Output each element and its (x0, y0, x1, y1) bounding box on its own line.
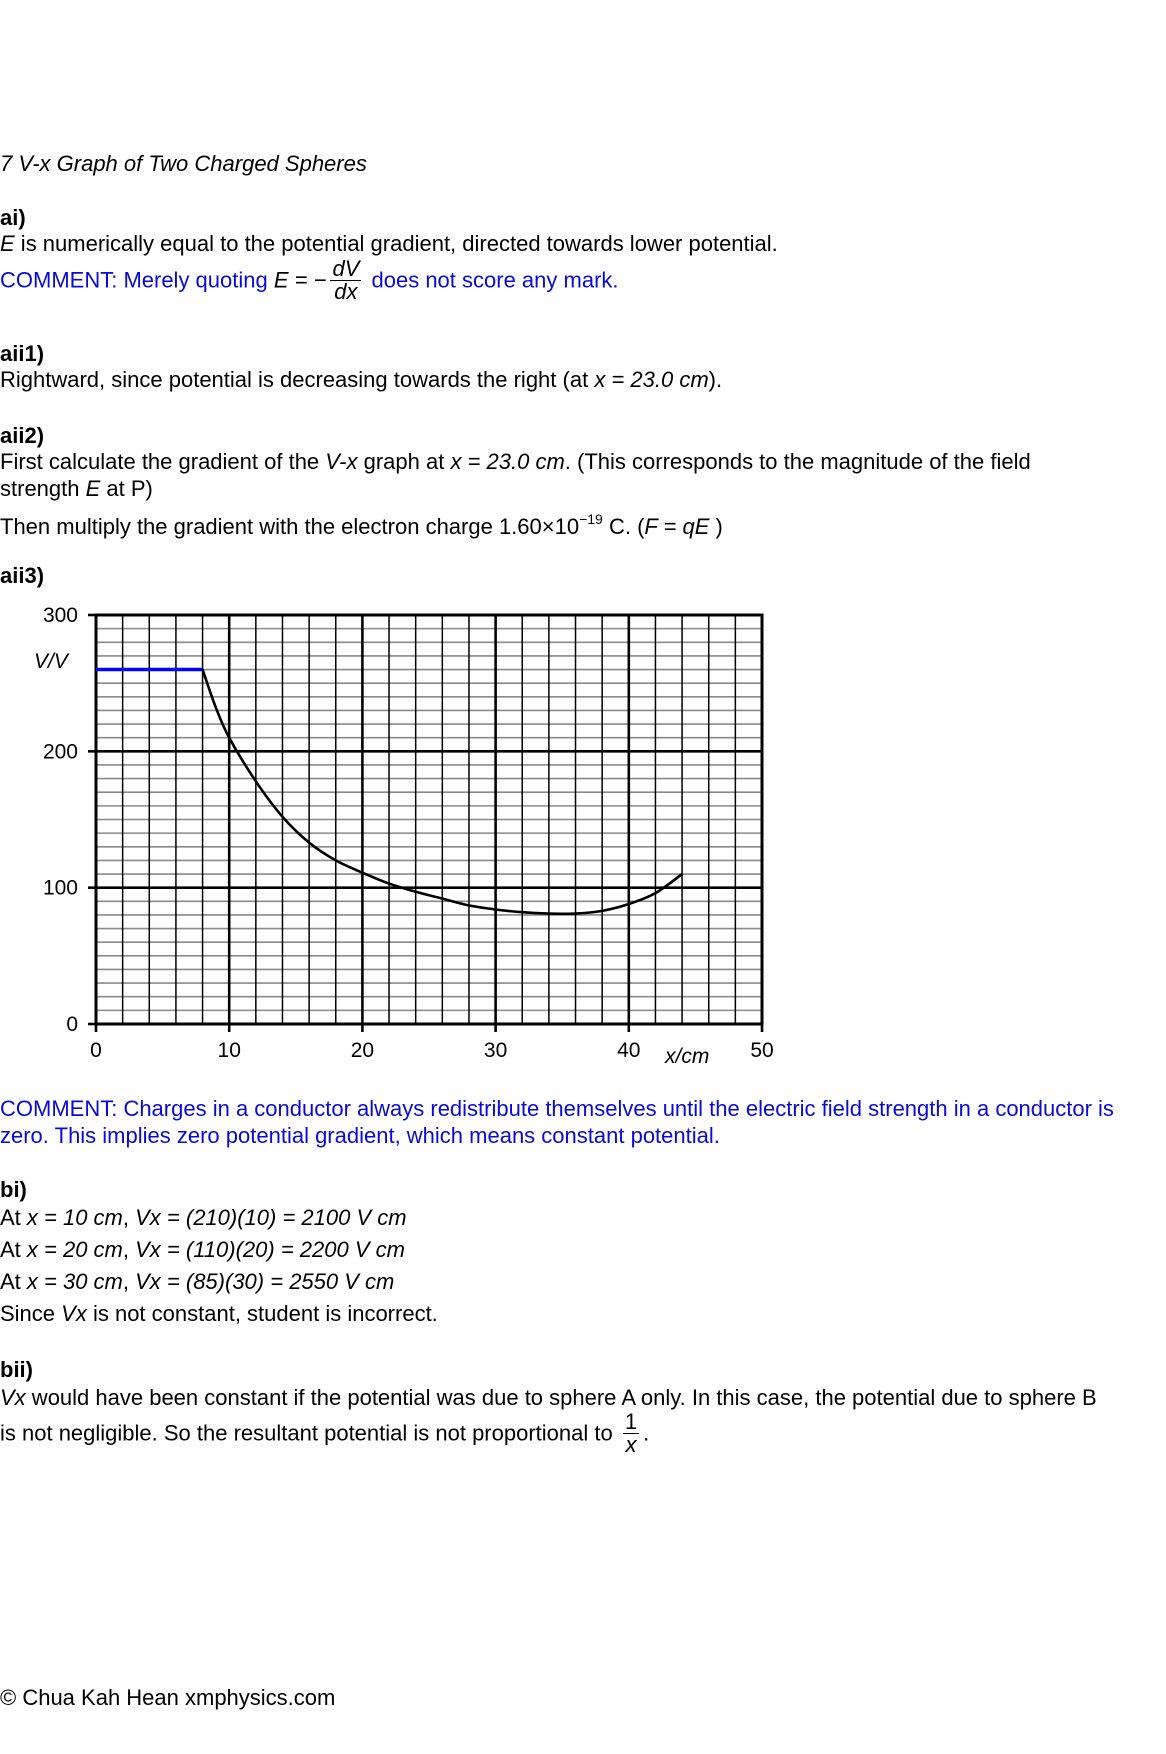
section-heading-ai: ai) (0, 205, 26, 230)
aii2-l3-c: ) (709, 514, 723, 539)
x-tick-label: 0 (90, 1039, 102, 1062)
vertical-gridlines (96, 615, 762, 1024)
plot-border (96, 615, 762, 1024)
y-tick-label: 300 (42, 604, 78, 627)
bi-row-part: At (0, 1237, 27, 1262)
formula-denominator: dx (334, 279, 358, 304)
bi-conclusion-b: is not constant, student is incorrect. (86, 1301, 438, 1326)
y-axis-label: V/V (34, 650, 68, 673)
formula-fraction (330, 258, 361, 303)
bi-row-part: x = 30 cm (26, 1269, 123, 1294)
bi-row-part: , (122, 1205, 136, 1230)
bii-l2-text: is not negligible. So the resultant potential is not proportional to (0, 1420, 619, 1446)
aii2-formula: F = qE (644, 514, 710, 539)
bi-row-part: Vx = (210)(10) = 2100 V cm (135, 1205, 407, 1230)
major-horizontal-gridlines (96, 615, 762, 1024)
aii2-line1 (0, 449, 1031, 475)
page-title: 7 V-x Graph of Two Charged Spheres (0, 151, 367, 176)
bii-line1 (0, 1385, 1097, 1411)
section-heading-bi: bi) (0, 1177, 27, 1202)
y-tick-label: 200 (42, 740, 78, 764)
ai-answer-text: is numerically equal to the potential gradient, directed towards lower potential. (14, 231, 778, 256)
minor-horizontal-gridlines (96, 629, 762, 1011)
data-series (96, 670, 682, 914)
fraction-numerator: 1 (624, 1409, 638, 1434)
aii2-l3-b: C. ( (602, 514, 645, 539)
aii1-text: Rightward, since potential is decreasing towards the right (at (0, 367, 595, 392)
section-heading-aii1: aii1) (0, 341, 45, 366)
aii2-line3 (0, 506, 723, 540)
bi-conclusion-a: Since (0, 1301, 62, 1326)
section-heading-aii3: aii3) (0, 563, 45, 588)
aii1-text-end: ). (708, 367, 723, 392)
bi-row-part: , (122, 1269, 136, 1294)
ai-answer (0, 231, 778, 257)
aii2-l2-b: at P) (100, 476, 153, 501)
bii-l2-end: . (643, 1420, 650, 1446)
x-tick-label: 20 (350, 1039, 375, 1062)
bi-row-part: At (0, 1205, 27, 1230)
bi-row-part: Vx = (110)(20) = 2200 V cm (135, 1237, 405, 1262)
one-over-x-fraction (623, 1411, 639, 1456)
bi-calculation-row (0, 1269, 394, 1295)
aii2-l1-c: . (This corresponds to the magnitude of the field (564, 449, 1031, 474)
y-tick-label: 0 (66, 1013, 78, 1036)
bi-row-part: x = 10 cm (26, 1205, 123, 1230)
ai-comment (0, 258, 619, 303)
aii2-e: E (85, 476, 101, 501)
aii1-answer (0, 367, 722, 393)
x-tick-label: 30 (483, 1039, 508, 1062)
aii2-exponent: −19 (579, 511, 603, 527)
bi-row-part: Vx = (85)(30) = 2550 V cm (135, 1269, 395, 1294)
bi-row-part: At (0, 1269, 27, 1294)
bi-row-part: , (122, 1237, 136, 1262)
bii-vx: Vx (0, 1385, 26, 1410)
axis-tick-labels (43, 604, 774, 1062)
x-tick-label: 40 (617, 1039, 641, 1062)
x-tick-label: 10 (217, 1039, 241, 1062)
potential-curve (203, 670, 683, 914)
formula-lhs: E = − (273, 267, 327, 293)
y-tick-label: 100 (42, 876, 78, 900)
ai-comment-suffix: does not score any mark. (371, 267, 619, 293)
aii2-l3-a: Then multiply the gradient with the electron charge 1.60×10 (0, 514, 580, 539)
aii2-l1-b: graph at (357, 449, 451, 474)
bi-row-part: x = 20 cm (26, 1237, 123, 1262)
aii2-l1-a: First calculate the gradient of the (0, 449, 326, 474)
axis-ticks (88, 615, 762, 1032)
section-heading-bii: bii) (0, 1357, 33, 1382)
conductor-comment-line1: COMMENT: Charges in a conductor always redistribute themselves until the electric field strength in a conductor is (0, 1096, 1114, 1121)
bi-calculation-row (0, 1237, 405, 1263)
x-tick-label: 50 (750, 1039, 774, 1062)
aii2-math: x = 23.0 cm (450, 449, 565, 474)
aii2-line2 (0, 476, 153, 502)
conductor-comment-line2: zero. This implies zero potential gradient, which means constant potential. (0, 1123, 720, 1148)
bii-line2 (0, 1411, 649, 1456)
copyright-footer: © Chua Kah Hean xmphysics.com (0, 1685, 336, 1710)
var-e: E (0, 231, 15, 256)
aii2-vx: V-x (325, 449, 358, 474)
formula-numerator: dV (332, 256, 360, 281)
aii1-math: x = 23.0 cm (594, 367, 709, 392)
section-heading-aii2: aii2) (0, 423, 45, 448)
fraction-denominator: x (625, 1432, 637, 1457)
ai-comment-prefix: COMMENT: Merely quoting (0, 267, 274, 293)
bi-conclusion (0, 1301, 438, 1327)
bi-vx: Vx (61, 1301, 87, 1326)
x-axis-label: x/cm (665, 1045, 710, 1068)
bii-l1-rest: would have been constant if the potential was due to sphere A only. In this case, the potential due to sphere B (25, 1385, 1097, 1410)
aii2-l2-a: strength (0, 476, 86, 501)
bi-calculation-row (0, 1205, 407, 1231)
